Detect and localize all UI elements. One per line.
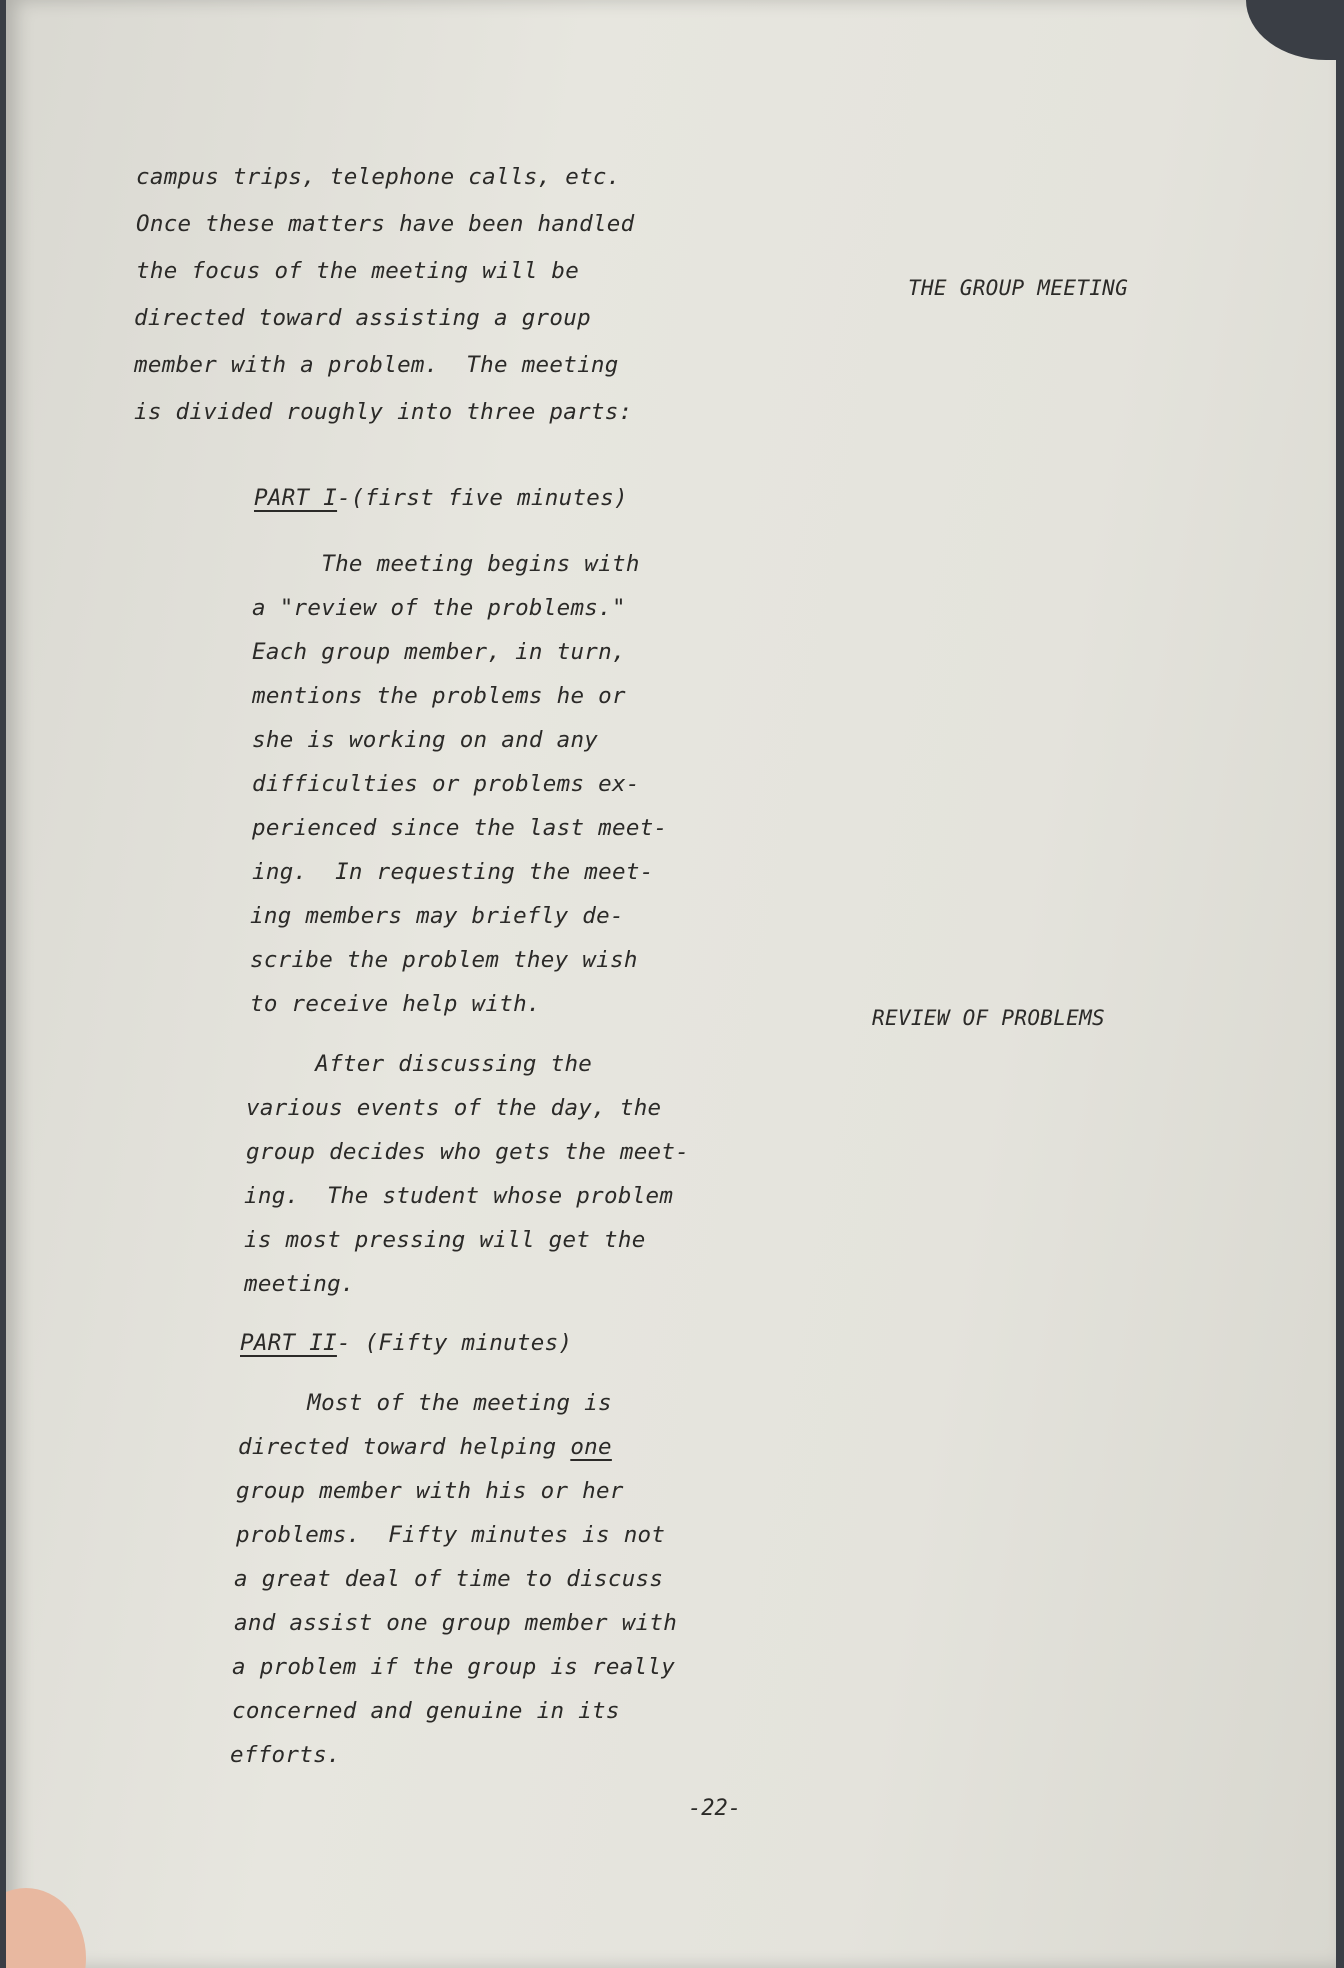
part2-p1-line-8: concerned and genuine in its xyxy=(232,1698,620,1724)
intro-line-4: directed toward assisting a group xyxy=(134,305,591,331)
part1-p1-line-10: scribe the problem they wish xyxy=(250,947,638,973)
part1-p1-line-7: perienced since the last meet- xyxy=(252,815,668,841)
document-page xyxy=(6,0,1336,1968)
part1-p2-line-6: meeting. xyxy=(244,1271,355,1297)
part1-p1-line-11: to receive help with. xyxy=(250,991,541,1017)
part1-p1-line-4: mentions the problems he or xyxy=(252,683,626,709)
part1-p2-line-5: is most pressing will get the xyxy=(244,1227,646,1253)
part1-p1-line-1: The meeting begins with xyxy=(252,551,640,577)
part2-heading-label: PART II xyxy=(240,1330,337,1356)
part2-p1-line-9: efforts. xyxy=(230,1742,341,1768)
part1-p1-line-5: she is working on and any xyxy=(252,727,599,753)
part2-p1-line-4: problems. Fifty minutes is not xyxy=(236,1522,666,1548)
part1-p2-line-3: group decides who gets the meet- xyxy=(246,1139,690,1165)
part2-p1-line-1: Most of the meeting is xyxy=(238,1390,612,1416)
intro-line-1: campus trips, telephone calls, etc. xyxy=(136,164,621,190)
part2-emphasis-one: one xyxy=(570,1434,612,1460)
part1-p1-line-6: difficulties or problems ex- xyxy=(252,771,640,797)
intro-line-6: is divided roughly into three parts: xyxy=(134,399,633,425)
part1-heading-rest: -(first five minutes) xyxy=(337,485,628,511)
intro-line-2: Once these matters have been handled xyxy=(136,211,635,237)
part2-p1-line-2 xyxy=(238,1434,612,1460)
part2-heading xyxy=(240,1330,572,1356)
part1-p2-line-1: After discussing the xyxy=(246,1051,593,1077)
part2-p1-line-3: group member with his or her xyxy=(236,1478,624,1504)
thumb xyxy=(6,1888,86,1968)
part1-p1-line-2: a "review of the problems." xyxy=(252,595,626,621)
part1-p1-line-8: ing. In requesting the meet- xyxy=(252,859,654,885)
part2-p1-line-7: a problem if the group is really xyxy=(232,1654,676,1680)
part1-p2-line-4: ing. The student whose problem xyxy=(244,1183,674,1209)
part2-heading-rest: - (Fifty minutes) xyxy=(336,1330,573,1356)
part1-p2-line-2: various events of the day, the xyxy=(246,1095,662,1121)
intro-line-5: member with a problem. The meeting xyxy=(134,352,619,378)
page-number: -22- xyxy=(688,1796,741,1821)
intro-line-3: the focus of the meeting will be xyxy=(136,258,580,284)
margin-note-review-of-problems: REVIEW OF PROBLEMS xyxy=(872,1006,1105,1030)
part1-p1-line-9: ing members may briefly de- xyxy=(250,903,624,929)
part1-heading xyxy=(254,485,628,511)
part1-p1-line-3: Each group member, in turn, xyxy=(252,639,626,665)
margin-note-group-meeting: THE GROUP MEETING xyxy=(908,276,1129,300)
part1-heading-label: PART I xyxy=(254,485,338,511)
part2-p1-line-2-pre: directed toward helping xyxy=(238,1434,571,1460)
page-corner xyxy=(1246,0,1336,60)
part2-p1-line-6: and assist one group member with xyxy=(234,1610,678,1636)
part2-p1-line-5: a great deal of time to discuss xyxy=(234,1566,664,1592)
